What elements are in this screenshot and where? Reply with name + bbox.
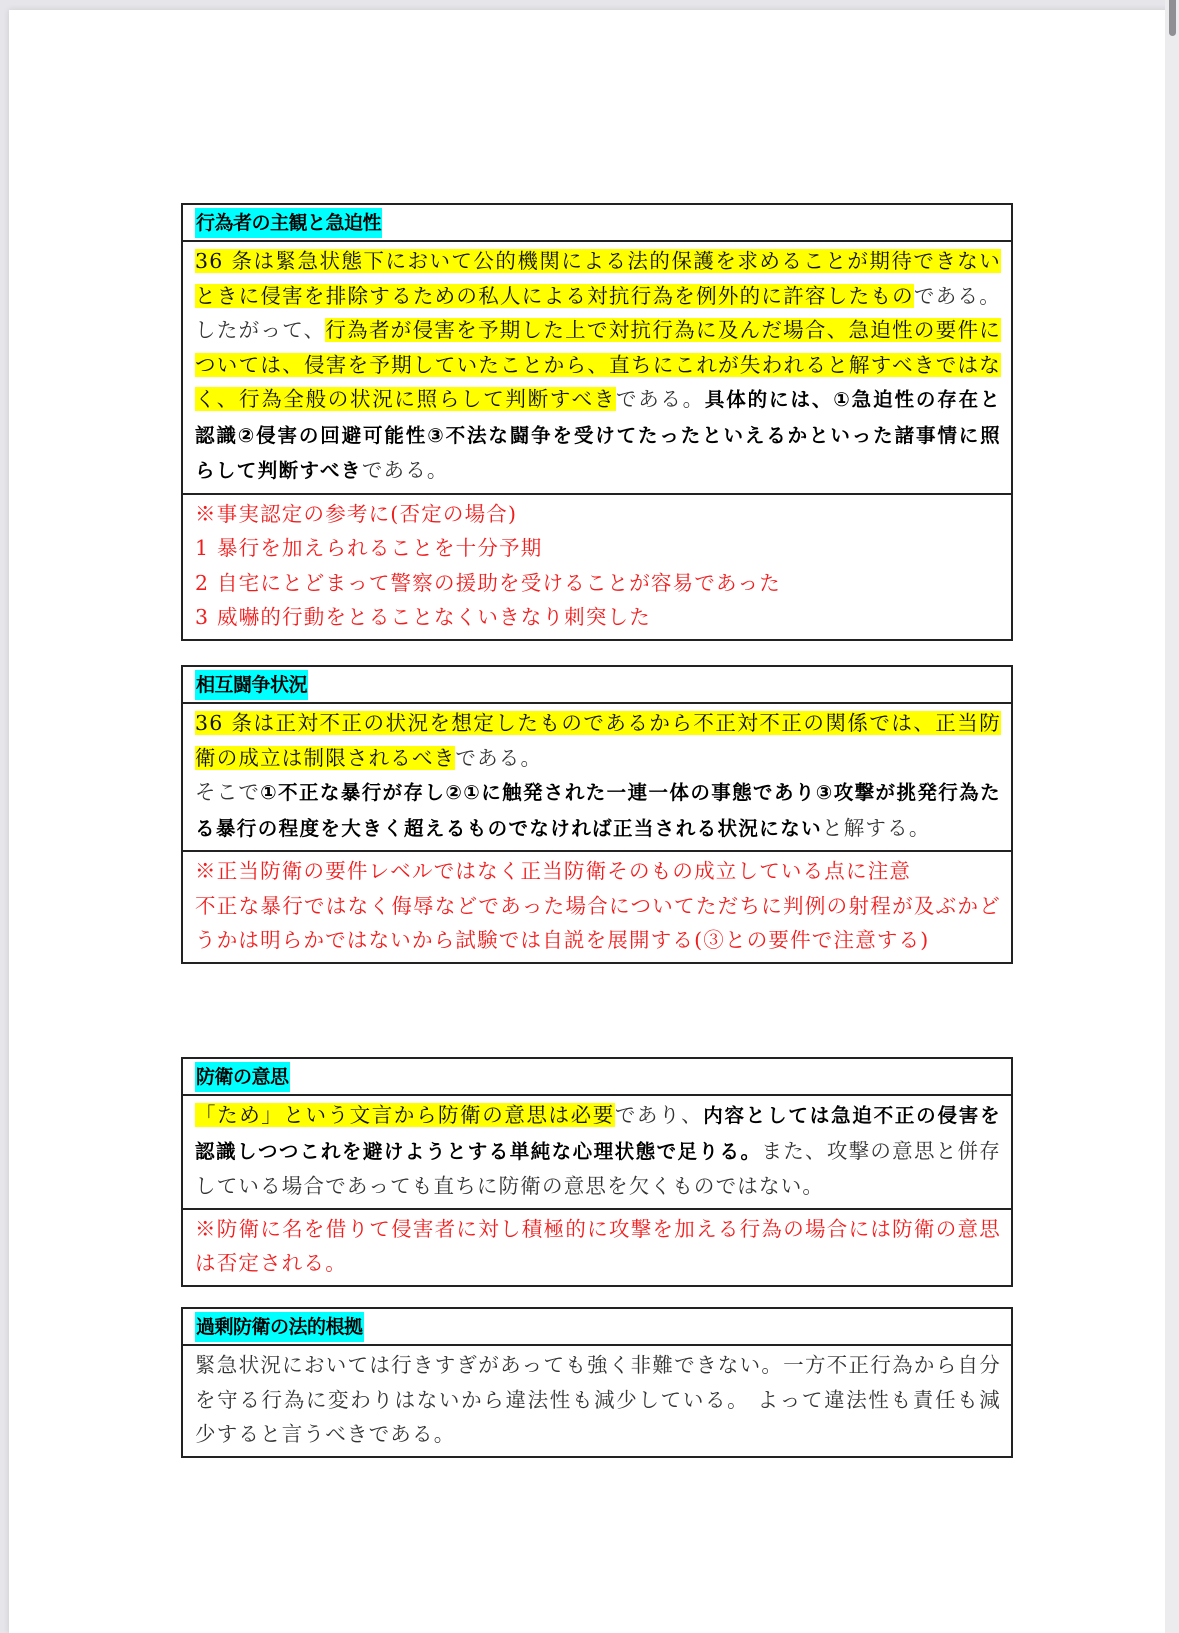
plain-text: である。 <box>455 745 543 770</box>
note-line: ※正当防衛の要件レベルではなく正当防衛そのもの成立している点に注意 <box>195 859 912 883</box>
plain-text: である。したがって、 <box>195 283 1001 342</box>
plain-text: また、攻撃の意思と併存している場合であっても直ちに防衛の意思を欠くものではない。 <box>195 1138 1001 1198</box>
highlighted-text: 行為者が侵害を予期した上で対抗行為に及んだ場合、急迫性の要件については、侵害を予期していたことから、直ちにこれが失われると解すべきではなく、行為全般の状況に照らして判断すべき <box>195 318 1001 411</box>
plain-text: である。 <box>361 458 449 482</box>
section-body <box>183 702 1011 850</box>
plain-text: 緊急状況においては行きすぎがあっても強く非難できない。一方不正行為から自分を守る行為に変わりはないから違法性も減少している。 よって違法性も責任も減少すると言うべきである。 <box>195 1353 1001 1446</box>
note-line: 不正な暴行ではなく侮辱などであった場合についてただちに判例の射程が及ぶかどうかは明らかではないから試験では自説を展開する(③との要件で注意する) <box>195 893 1001 952</box>
scrollbar-thumb[interactable] <box>1169 0 1176 36</box>
scrollbar[interactable] <box>1165 0 1179 1633</box>
section-header <box>183 1309 1011 1344</box>
section-title: 行為者の主観と急迫性 <box>195 208 382 238</box>
highlighted-text: 「ため」という文言から防衛の意思は必要 <box>195 1103 615 1127</box>
highlighted-text: 36 条は緊急状態下において公的機関による法的保護を求めることが期待できないときに侵害を排除するための私人による対抗行為を例外的に許容したもの <box>195 249 1001 308</box>
section-note <box>183 493 1011 639</box>
section-body <box>183 1094 1011 1208</box>
section-title: 相互闘争状況 <box>195 670 308 700</box>
section-box-excessive-defense <box>181 1307 1013 1458</box>
note-line: ※事実認定の参考に(否定の場合) <box>195 501 518 526</box>
section-note <box>183 1208 1011 1285</box>
section-header <box>183 205 1011 240</box>
plain-text: である。 <box>616 387 705 411</box>
plain-text: であり、 <box>614 1103 704 1127</box>
plain-text: そこで <box>195 780 261 804</box>
section-box-mutual-fight <box>181 665 1013 964</box>
section-box-urgency <box>181 203 1013 641</box>
section-header <box>183 1059 1011 1094</box>
section-title: 防衛の意思 <box>195 1062 290 1092</box>
section-title: 過剰防衛の法的根拠 <box>195 1312 364 1342</box>
section-box-defense-intent <box>181 1057 1013 1287</box>
document-page <box>9 10 1169 1633</box>
plain-text: と解する。 <box>822 815 931 840</box>
highlighted-text: 36 条は正対不正の状況を想定したものであるから不正対不正の関係では、正当防衛の成立は制限されるべき <box>195 711 1001 770</box>
note-line: 2 自宅にとどまって警察の援助を受けることが容易であった <box>195 570 781 595</box>
bold-text: 内容としては急迫不正の侵害を認識しつつこれを避けようとする単純な心理状態で足りる。 <box>195 1104 1001 1163</box>
note-line: 1 暴行を加えられることを十分予期 <box>195 536 543 560</box>
section-note <box>183 850 1011 962</box>
bold-text: ①不正な暴行が存し②①に触発された一連一体の事態であり③攻撃が挑発行為たる暴行の程度を大きく超えるものでなければ正当される状況にない <box>195 781 1001 840</box>
note-line: 3 威嚇的行動をとることなくいきなり刺突した <box>195 605 651 629</box>
section-body <box>183 1344 1011 1456</box>
note-line: ※防衛に名を借りて侵害者に対し積極的に攻撃を加える行為の場合には防衛の意思は否定される。 <box>195 1216 1001 1275</box>
section-header <box>183 667 1011 702</box>
bold-text: 具体的には、①急迫性の存在と認識②侵害の回避可能性③不法な闘争を受けてたったといえるかといった諸事情に照らして判断すべき <box>195 388 1001 482</box>
section-body <box>183 240 1011 493</box>
